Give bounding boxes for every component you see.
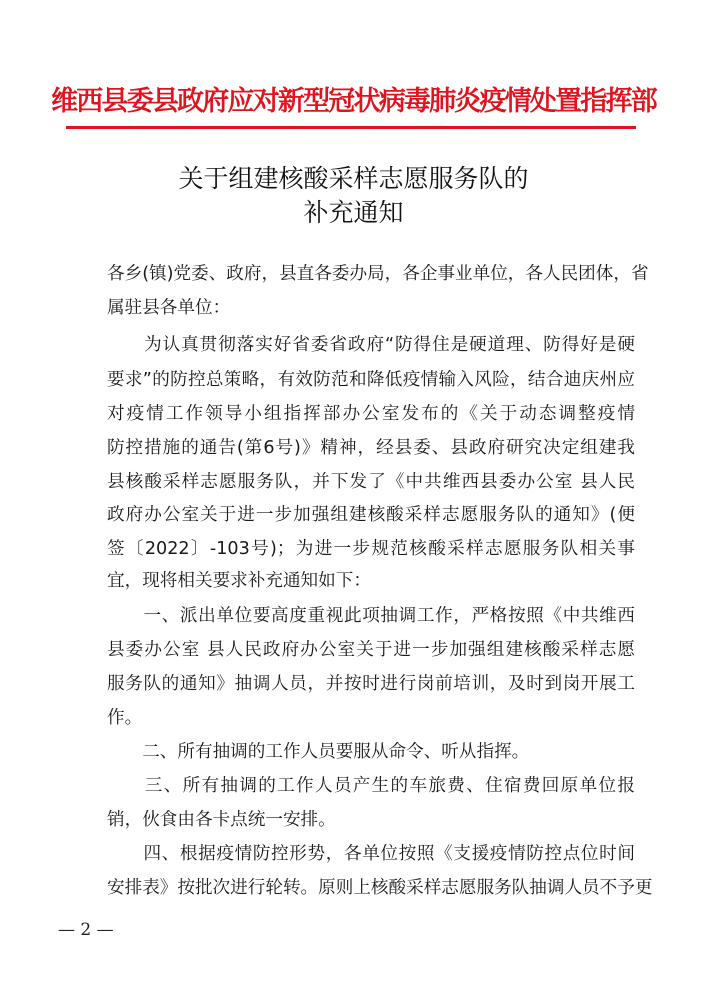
body-line: 作。 (107, 708, 143, 728)
document-title-line-1: 关于组建核酸采样志愿服务队的 (178, 164, 529, 193)
body-line: 为认真贯彻落实好省委省政府“防得住是硬道理、防得好是硬 (107, 335, 635, 355)
body-line: 要求”的防控总策略，有效防范和降低疫情输入风险，结合迪庆州应 (107, 370, 635, 390)
masthead-title: 维西县委县政府应对新型冠状病毒肺炎疫情处置指挥部 (51, 86, 656, 117)
body-line: 服务队的通知》抽调人员，并按时进行岗前培训，及时到岗开展工 (107, 674, 635, 694)
body-line: 县核酸采样志愿服务队，并下发了《中共维西县委办公室 县人民 (107, 472, 635, 492)
body-line: 签〔2022〕-103号)；为进一步规范核酸采样志愿服务队相关事 (107, 539, 635, 559)
body-line: 防控措施的通告(第6号)》精神，经县委、县政府研究决定组建我 (107, 438, 635, 458)
body-line: 二、所有抽调的工作人员要服从命令、听从指挥。 (107, 742, 530, 762)
body-line: 对疫情工作领导小组指挥部办公室发布的《关于动态调整疫情 (107, 404, 635, 424)
body-line: 销，伙食由各卡点统一安排。 (107, 810, 336, 830)
body-line: 政府办公室关于进一步加强组建核酸采样志愿服务队的通知》(便 (107, 505, 635, 525)
body-line: 安排表》按批次进行轮转。原则上核酸采样志愿服务队抽调人员不予更 (107, 878, 653, 898)
page-number: — 2 — (58, 920, 114, 940)
body-line: 四、根据疫情防控形势，各单位按照《支援疫情防控点位时间 (107, 844, 635, 864)
body-line: 各乡(镇)党委、政府，县直各委办局，各企事业单位，各人民团体，省 (107, 264, 649, 284)
body-line: 县委办公室 县人民政府办公室关于进一步加强组建核酸采样志愿 (107, 640, 635, 660)
body-line: 一、派出单位要高度重视此项抽调工作，严格按照《中共维西 (107, 606, 635, 626)
body-line: 宜，现将相关要求补充通知如下： (107, 571, 371, 591)
body-line: 三、所有抽调的工作人员产生的车旅费、住宿费回原单位报 (107, 776, 635, 796)
body-line: 属驻县各单位： (107, 298, 231, 318)
document-title-line-2: 补充通知 (303, 198, 404, 227)
red-divider-line (66, 126, 636, 129)
